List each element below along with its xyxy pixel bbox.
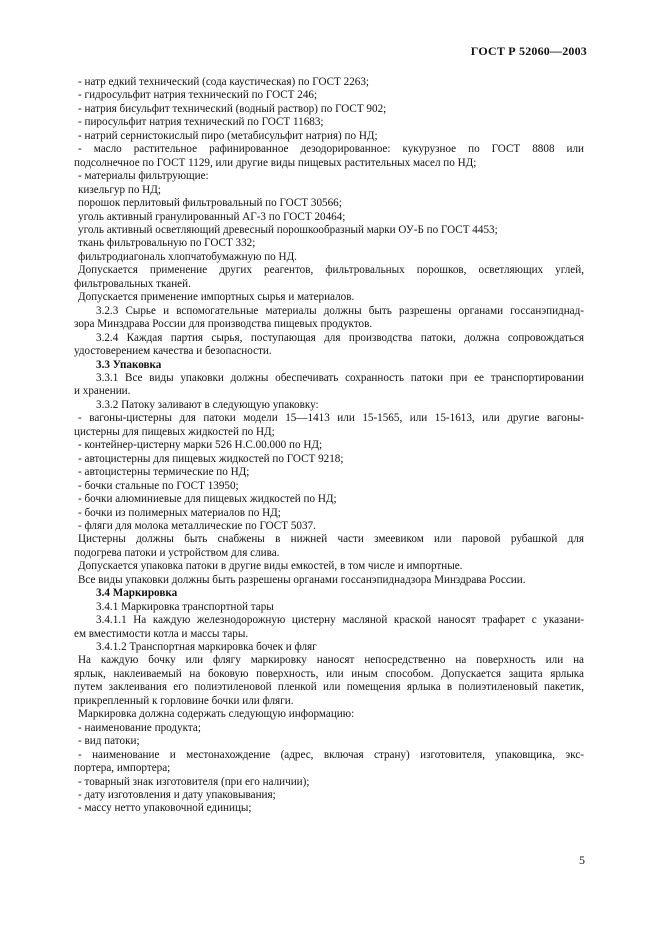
text-line: ярлык, наклеиваемый на боковую поверхность, или иным способом. Допускается защита ярлыка bbox=[74, 667, 584, 680]
text-line: и хранении. bbox=[74, 385, 131, 398]
text-line: Допускается применение других реагентов, фильтровальных порошков, осветляющих углей, bbox=[78, 264, 584, 277]
text-line: 3.2.3 Сырье и вспомогательные материалы должны быть разрешены органами госсанэпиднад- bbox=[96, 304, 584, 317]
text-line: - автоцистерны термические по НД; bbox=[78, 466, 250, 479]
text-line: - наименование и местонахождение (адрес, включая страну) изготовителя, упаковщика, экс- bbox=[78, 748, 584, 761]
text-line: Допускается упаковка патоки в другие виды емкостей, в том числе и импортные. bbox=[78, 560, 463, 573]
text-line: порошок перлитовый фильтровальный по ГОСТ 30566; bbox=[78, 197, 342, 210]
page-number: 5 bbox=[579, 853, 585, 867]
text-line: - натр едкий технический (сода каустическая) по ГОСТ 2263; bbox=[78, 76, 370, 88]
document-body bbox=[74, 76, 584, 816]
text-line: На каждую бочку или флягу маркировку наносят непосредственно на поверхность или на bbox=[78, 654, 584, 667]
text-line: Маркировка должна содержать следующую информацию: bbox=[78, 708, 355, 721]
text-line: - вагоны-цистерны для патоки модели 15—1413 или 15-1565, или 15-1613, или другие вагоны- bbox=[78, 412, 584, 425]
text-line: кизельгур по НД; bbox=[78, 183, 161, 196]
text-line: - пиросульфит натрия технический по ГОСТ 11683; bbox=[78, 116, 324, 129]
text-line: - гидросульфит натрия технический по ГОСТ 246; bbox=[78, 89, 318, 102]
text-line: прикрепленный к горловине бочки или фляги. bbox=[74, 694, 294, 707]
text-line: Допускается применение импортных сырья и материалов. bbox=[78, 291, 355, 304]
text-line: - наименование продукта; bbox=[78, 721, 201, 734]
text-line: - массу нетто упаковочной единицы; bbox=[78, 802, 252, 815]
text-line: - бочки стальные по ГОСТ 13950; bbox=[78, 479, 239, 492]
text-line: - бочки алюминиевые для пищевых жидкостей по НД; bbox=[78, 493, 337, 506]
text-line: 3.2.4 Каждая партия сырья, поступающая для производства патоки, должна сопровождаться bbox=[96, 331, 584, 344]
text-line: Цистерны должны быть снабжены в нижней части змеевиком или паровой рубашкой для bbox=[78, 533, 584, 546]
text-line: - контейнер-цистерну марки 526 Н.С.00.000 по НД; bbox=[78, 439, 323, 452]
text-line: - натрия бисульфит технический (водный раствор) по ГОСТ 902; bbox=[78, 102, 387, 115]
text-line: - бочки из полимерных материалов по НД; bbox=[78, 506, 281, 519]
text-line: путем заклеивания его полиэтиленовой пленкой или помещения ярлыка в полиэтиленовый пакетик, bbox=[74, 681, 584, 694]
text-line: - натрий сернистокислый пиро (метабисульфит натрия) по НД; bbox=[78, 129, 378, 142]
text-line: 3.3.2 Патоку заливают в следующую упаковку: bbox=[96, 398, 319, 411]
standard-header: ГОСТ Р 52060—2003 bbox=[470, 44, 587, 58]
text-line: ткань фильтровальную по ГОСТ 332; bbox=[78, 237, 256, 250]
text-line: портера, импортера; bbox=[74, 762, 171, 775]
text-line: подогрева патоки и устройством для слива. bbox=[74, 546, 280, 559]
text-line: фильтровальных тканей. bbox=[74, 277, 191, 290]
text-line: 3.4 Маркировка bbox=[96, 587, 178, 600]
text-line: 3.3.1 Все виды упаковки должны обеспечивать сохранность патоки при ее транспортировании bbox=[96, 371, 584, 384]
text-line: - масло растительное рафинированное дезодорированное: кукурузное по ГОСТ 8808 или bbox=[78, 143, 584, 156]
text-line: - автоцистерны для пищевых жидкостей по ГОСТ 9218; bbox=[78, 452, 344, 465]
text-line: - вид патоки; bbox=[78, 735, 140, 748]
text-line: цистерны для пищевых жидкостей по НД; bbox=[74, 425, 275, 438]
text-line: - фляги для молока металлические по ГОСТ 5037. bbox=[78, 519, 316, 532]
text-line: 3.3 Упаковка bbox=[96, 358, 162, 371]
text-line: Все виды упаковки должны быть разрешены органами госсанэпиднадзора Минздрава России. bbox=[78, 573, 526, 586]
text-line: ем вместимости котла и массы тары. bbox=[74, 627, 249, 640]
text-line: 3.4.1.1 На каждую железнодорожную цистерну масляной краской наносят трафарет с указани- bbox=[96, 614, 584, 627]
text-line: 3.4.1 Маркировка транспортной тары bbox=[96, 600, 274, 613]
text-line: удостоверением качества и безопасности. bbox=[74, 345, 272, 358]
text-line: - товарный знак изготовителя (при его наличии); bbox=[78, 775, 310, 788]
text-line: фильтродиагональ хлопчатобумажную по НД. bbox=[78, 250, 297, 263]
text-line: зора Минздрава России для производства пищевых продуктов. bbox=[74, 318, 373, 331]
text-line: уголь активный осветляющий древесный порошкообразный марки ОУ-Б по ГОСТ 4453; bbox=[78, 223, 498, 236]
text-line: подсолнечное по ГОСТ 1129, или другие виды пищевых растительных масел по НД; bbox=[74, 156, 477, 169]
text-line: уголь активный гранулированный АГ-3 по ГОСТ 20464; bbox=[78, 210, 346, 223]
text-line: - материалы фильтрующие: bbox=[78, 170, 209, 183]
text-line: - дату изготовления и дату упаковывания; bbox=[78, 789, 276, 802]
text-line: 3.4.1.2 Транспортная маркировка бочек и фляг bbox=[96, 641, 317, 654]
